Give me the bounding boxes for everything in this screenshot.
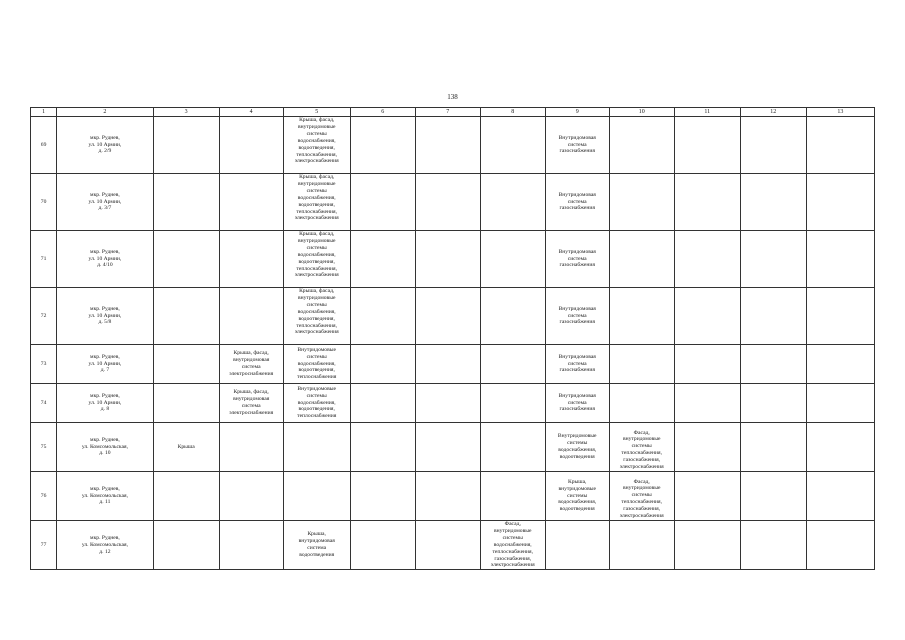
- cell-line: водоснабжения,: [493, 541, 532, 548]
- cell-line: Внутридомовая: [558, 392, 596, 399]
- cell-line: д. 4/10: [97, 262, 113, 269]
- work-cell-col-9: [545, 472, 609, 521]
- cell-line: Внутридомовая: [558, 353, 596, 360]
- work-cell-col-13: [806, 472, 874, 521]
- work-cell-col-10: [609, 472, 674, 521]
- cell-line: Крыша, фасад,: [233, 389, 269, 396]
- cell-line: система: [241, 403, 261, 409]
- page-number: 138: [447, 93, 458, 101]
- work-cell-col-11: [674, 231, 740, 288]
- work-cell-col-12: [740, 521, 806, 570]
- cell-line: электроснабжения: [294, 272, 339, 279]
- address-cell: [57, 472, 153, 521]
- row-number-cell: 74: [31, 384, 57, 423]
- cell-line: внутридомовые: [297, 123, 336, 130]
- work-cell-col-13: [806, 288, 874, 345]
- column-header-8: 8: [480, 108, 545, 117]
- cell-line: Внутридомовая: [558, 305, 596, 312]
- work-cell-col-8: [480, 345, 545, 384]
- cell-line: теплоснабжения,: [296, 151, 337, 158]
- work-cell-col-3: [153, 521, 219, 570]
- work-cell-col-8: [480, 521, 545, 570]
- cell-line: система: [567, 399, 587, 406]
- cell-line: внутридомовая: [233, 396, 270, 403]
- work-cell-col-7: [415, 117, 480, 174]
- work-cell-col-6: [350, 423, 415, 472]
- address-cell: [57, 231, 153, 288]
- cell-line: газоснабжения: [559, 148, 595, 155]
- column-header-5: 5: [283, 108, 350, 117]
- cell-line: водоотведения,: [298, 201, 335, 208]
- work-cell-col-12: [740, 423, 806, 472]
- work-cell-col-7: [415, 174, 480, 231]
- work-cell-col-12: [740, 117, 806, 174]
- row-number-cell: 69: [31, 117, 57, 174]
- work-cell-col-11: [674, 117, 740, 174]
- cell-line: д. 3/7: [98, 205, 112, 212]
- work-cell-col-3: [153, 174, 219, 231]
- cell-line: водоотведения,: [298, 258, 335, 265]
- cell-line: теплоснабжения,: [296, 322, 337, 329]
- cell-line: внутридомовые: [558, 485, 596, 492]
- column-header-3: 3: [153, 108, 219, 117]
- work-cell-col-10: [609, 345, 674, 384]
- cell-line: электроснабжения: [229, 409, 274, 416]
- cell-line: водоснабжения,: [297, 308, 336, 315]
- work-cell-col-9: [545, 423, 609, 472]
- work-cell-col-7: [415, 423, 480, 472]
- address-cell: [57, 117, 153, 174]
- work-cell-col-10: [609, 117, 674, 174]
- work-cell-col-5: [283, 423, 350, 472]
- cell-line: система: [567, 360, 587, 367]
- table-row: [31, 384, 875, 423]
- cell-line: мкр. Руднев,: [90, 134, 120, 141]
- cell-line: теплоснабжения,: [621, 499, 662, 506]
- address-cell: [57, 521, 153, 570]
- work-cell-col-8: [480, 423, 545, 472]
- work-cell-col-11: [674, 174, 740, 231]
- cell-line: газоснабжения: [559, 406, 595, 413]
- header-row: [31, 108, 875, 117]
- work-cell-col-7: [415, 288, 480, 345]
- cell-line: Крыша, фасад,: [299, 174, 335, 180]
- cell-line: электроснабжения: [619, 513, 664, 520]
- work-cell-col-9: [545, 384, 609, 423]
- cell-line: водоотведения,: [298, 144, 335, 151]
- cell-line: Внутридомовые: [557, 433, 597, 440]
- cell-line: водоотведения: [559, 506, 595, 513]
- cell-line: д. 2/9: [98, 148, 112, 155]
- work-cell-col-11: [674, 472, 740, 521]
- cell-line: системы: [306, 244, 327, 251]
- cell-line: водоснабжения,: [297, 194, 336, 201]
- work-cell-col-7: [415, 231, 480, 288]
- work-cell-col-6: [350, 117, 415, 174]
- address-cell: [57, 423, 153, 472]
- work-cell-col-9: [545, 521, 609, 570]
- work-cell-col-5: [283, 384, 350, 423]
- column-header-13: 13: [806, 108, 874, 117]
- row-number-cell: 72: [31, 288, 57, 345]
- cell-line: водоотведения: [299, 552, 335, 559]
- work-cell-col-8: [480, 231, 545, 288]
- cell-line: системы: [306, 392, 327, 399]
- cell-line: электроснабжения: [294, 215, 339, 222]
- column-header-9: 9: [545, 108, 609, 117]
- work-cell-col-11: [674, 288, 740, 345]
- table-row: [31, 231, 875, 288]
- cell-line: Крыша: [177, 443, 195, 450]
- work-cell-col-7: [415, 384, 480, 423]
- cell-line: ул. 10 Армии,: [88, 141, 122, 148]
- work-cell-col-5: [283, 472, 350, 521]
- work-cell-col-4: [219, 472, 283, 521]
- address-cell: [57, 174, 153, 231]
- cell-line: водоснабжения,: [297, 137, 336, 144]
- work-cell-col-7: [415, 472, 480, 521]
- column-header-12: 12: [740, 108, 806, 117]
- work-cell-col-5: [283, 288, 350, 345]
- cell-line: мкр. Руднев,: [90, 485, 120, 492]
- work-cell-col-4: [219, 288, 283, 345]
- table-row: [31, 345, 875, 384]
- cell-line: Внутридомовая: [558, 248, 596, 255]
- cell-line: д. 5/8: [98, 319, 112, 326]
- cell-line: Внутридомовые: [297, 385, 336, 392]
- cell-line: ул. Комсомольская,: [81, 443, 129, 450]
- cell-line: д. 11: [99, 499, 111, 506]
- cell-line: внутридомовые: [494, 527, 532, 534]
- work-cell-col-3: [153, 423, 219, 472]
- work-cell-col-9: [545, 117, 609, 174]
- cell-line: системы: [502, 534, 523, 541]
- table-row: [31, 288, 875, 345]
- work-cell-col-10: [609, 174, 674, 231]
- work-cell-col-4: [219, 521, 283, 570]
- work-cell-col-3: [153, 231, 219, 288]
- work-cell-col-3: [153, 472, 219, 521]
- cell-line: теплоснабжения,: [296, 208, 337, 215]
- cell-line: д. 10: [99, 450, 111, 457]
- address-cell: [57, 384, 153, 423]
- cell-line: водоснабжения,: [297, 360, 336, 367]
- cell-line: д. 12: [99, 548, 111, 555]
- table-row: [31, 472, 875, 521]
- cell-line: Фасад,: [633, 429, 650, 436]
- work-cell-col-12: [740, 174, 806, 231]
- column-header-7: 7: [415, 108, 480, 117]
- cell-line: системы: [306, 130, 327, 137]
- cell-line: Крыша, фасад,: [299, 231, 335, 237]
- cell-line: Внутридомовая: [558, 134, 596, 141]
- work-cell-col-13: [806, 384, 874, 423]
- work-cell-col-6: [350, 384, 415, 423]
- cell-line: электроснабжения: [229, 370, 274, 377]
- cell-line: мкр. Руднев,: [90, 534, 120, 541]
- cell-line: д. 7: [100, 367, 110, 374]
- cell-line: внутридомовая: [298, 538, 335, 545]
- work-cell-col-6: [350, 288, 415, 345]
- work-cell-col-10: [609, 521, 674, 570]
- cell-line: газоснабжения: [559, 367, 595, 374]
- work-cell-col-12: [740, 384, 806, 423]
- work-cell-col-6: [350, 472, 415, 521]
- cell-line: системы: [306, 187, 327, 194]
- cell-line: водоотведения,: [298, 406, 335, 413]
- column-header-2: 2: [57, 108, 153, 117]
- work-cell-col-9: [545, 174, 609, 231]
- cell-line: ул. 10 Армии,: [88, 399, 122, 406]
- cell-line: ул. 10 Армии,: [88, 360, 122, 367]
- work-cell-col-4: [219, 174, 283, 231]
- cell-line: теплоснабжения: [297, 413, 337, 420]
- cell-line: системы: [567, 440, 588, 447]
- cell-line: системы: [631, 443, 652, 450]
- work-cell-col-4: [219, 384, 283, 423]
- cell-line: газоснабжения: [559, 205, 595, 212]
- work-cell-col-3: [153, 288, 219, 345]
- table-row: [31, 174, 875, 231]
- cell-line: внутридомовые: [297, 294, 336, 301]
- work-cell-col-8: [480, 384, 545, 423]
- work-cell-col-6: [350, 231, 415, 288]
- cell-line: ул. Комсомольская,: [81, 492, 129, 499]
- cell-line: мкр. Руднев,: [90, 392, 120, 399]
- column-header-4: 4: [219, 108, 283, 117]
- work-cell-col-10: [609, 384, 674, 423]
- work-cell-col-8: [480, 288, 545, 345]
- cell-line: водоотведения,: [298, 367, 335, 374]
- work-cell-col-4: [219, 423, 283, 472]
- work-cell-col-7: [415, 521, 480, 570]
- cell-line: водоснабжения,: [558, 499, 597, 506]
- work-cell-col-6: [350, 345, 415, 384]
- column-header-1: 1: [31, 108, 57, 117]
- work-cell-col-12: [740, 345, 806, 384]
- cell-line: Крыша, фасад,: [299, 117, 335, 123]
- cell-line: системы: [306, 301, 327, 308]
- work-cell-col-4: [219, 231, 283, 288]
- cell-line: электроснабжения: [294, 158, 339, 165]
- cell-line: система: [241, 364, 261, 370]
- row-number-cell: 77: [31, 521, 57, 570]
- cell-line: ул. 10 Армии,: [88, 198, 122, 205]
- cell-line: электроснабжения: [490, 562, 535, 569]
- cell-line: система: [567, 255, 587, 262]
- work-cell-col-13: [806, 174, 874, 231]
- work-cell-col-13: [806, 521, 874, 570]
- work-cell-col-3: [153, 384, 219, 423]
- table-row: [31, 423, 875, 472]
- cell-line: электроснабжения: [294, 329, 339, 336]
- cell-line: газоснабжения,: [623, 457, 661, 464]
- work-cell-col-5: [283, 231, 350, 288]
- cell-line: теплоснабжения,: [621, 450, 662, 457]
- cell-line: внутридомовые: [297, 237, 336, 244]
- cell-line: газоснабжения: [559, 319, 595, 326]
- work-cell-col-11: [674, 423, 740, 472]
- work-cell-col-13: [806, 117, 874, 174]
- work-cell-col-4: [219, 345, 283, 384]
- cell-line: ул. 10 Армии,: [88, 255, 122, 262]
- work-cell-col-5: [283, 174, 350, 231]
- cell-line: внутридомовые: [297, 180, 336, 187]
- work-cell-col-7: [415, 345, 480, 384]
- cell-line: мкр. Руднев,: [90, 248, 120, 255]
- work-cell-col-9: [545, 345, 609, 384]
- work-cell-col-9: [545, 231, 609, 288]
- cell-line: газоснабжения,: [494, 555, 532, 562]
- work-cell-col-8: [480, 174, 545, 231]
- cell-line: системы: [306, 353, 327, 360]
- cell-line: газоснабжения: [559, 262, 595, 269]
- address-cell: [57, 288, 153, 345]
- cell-line: система: [567, 141, 587, 148]
- work-cell-col-6: [350, 174, 415, 231]
- column-header-6: 6: [350, 108, 415, 117]
- cell-line: водоснабжения,: [297, 399, 336, 406]
- address-cell: [57, 345, 153, 384]
- cell-line: внутридомовая: [233, 357, 270, 364]
- cell-line: внутридомовые: [622, 485, 661, 492]
- cell-line: теплоснабжения,: [296, 265, 337, 272]
- cell-line: мкр. Руднев,: [90, 191, 120, 198]
- work-cell-col-4: [219, 117, 283, 174]
- work-cell-col-11: [674, 345, 740, 384]
- work-cell-col-13: [806, 345, 874, 384]
- table-row: [31, 117, 875, 174]
- repair-schedule-table: [30, 107, 875, 570]
- work-cell-col-13: [806, 423, 874, 472]
- work-cell-col-10: [609, 288, 674, 345]
- cell-line: ул. Комсомольская,: [81, 541, 129, 548]
- cell-line: мкр. Руднев,: [90, 353, 120, 360]
- cell-line: ул. 10 Армии,: [88, 312, 122, 319]
- cell-line: система: [567, 198, 587, 205]
- work-cell-col-5: [283, 521, 350, 570]
- work-cell-col-8: [480, 472, 545, 521]
- work-cell-col-3: [153, 345, 219, 384]
- row-number-cell: 71: [31, 231, 57, 288]
- cell-line: системы: [567, 492, 588, 499]
- cell-line: Крыша,: [307, 531, 326, 538]
- cell-line: Фасад,: [504, 521, 521, 527]
- work-cell-col-10: [609, 231, 674, 288]
- work-cell-col-13: [806, 231, 874, 288]
- work-cell-col-3: [153, 117, 219, 174]
- cell-line: внутридомовые: [622, 436, 661, 443]
- column-header-11: 11: [674, 108, 740, 117]
- work-cell-col-12: [740, 472, 806, 521]
- row-number-cell: 76: [31, 472, 57, 521]
- work-cell-col-11: [674, 384, 740, 423]
- cell-line: Крыша, фасад,: [233, 350, 269, 357]
- cell-line: система: [567, 312, 587, 319]
- cell-line: мкр. Руднев,: [90, 305, 120, 312]
- cell-line: водоснабжения,: [297, 251, 336, 258]
- row-number-cell: 75: [31, 423, 57, 472]
- table-row: [31, 521, 875, 570]
- work-cell-col-8: [480, 117, 545, 174]
- work-cell-col-12: [740, 231, 806, 288]
- work-cell-col-5: [283, 117, 350, 174]
- work-cell-col-6: [350, 521, 415, 570]
- work-cell-col-11: [674, 521, 740, 570]
- cell-line: теплоснабжения: [297, 374, 337, 381]
- cell-line: водоснабжения,: [558, 447, 597, 453]
- cell-line: Фасад,: [633, 478, 650, 485]
- cell-line: Внутридомовая: [558, 191, 596, 198]
- cell-line: водоотведения: [559, 453, 595, 460]
- cell-line: Внутридомовые: [297, 346, 336, 353]
- cell-line: электроснабжения: [619, 464, 664, 471]
- cell-line: Крыша, фасад,: [299, 288, 335, 294]
- cell-line: д. 8: [100, 406, 110, 413]
- row-number-cell: 70: [31, 174, 57, 231]
- cell-line: Крыша,: [567, 478, 587, 485]
- work-cell-col-12: [740, 288, 806, 345]
- work-cell-col-9: [545, 288, 609, 345]
- work-cell-col-10: [609, 423, 674, 472]
- cell-line: теплоснабжения,: [492, 548, 534, 555]
- row-number-cell: 73: [31, 345, 57, 384]
- cell-line: системы: [631, 492, 652, 499]
- cell-line: мкр. Руднев,: [90, 436, 120, 443]
- column-header-10: 10: [609, 108, 674, 117]
- cell-line: водоотведения,: [298, 315, 335, 322]
- cell-line: система: [307, 545, 327, 552]
- cell-line: газоснабжения,: [623, 506, 661, 513]
- work-cell-col-5: [283, 345, 350, 384]
